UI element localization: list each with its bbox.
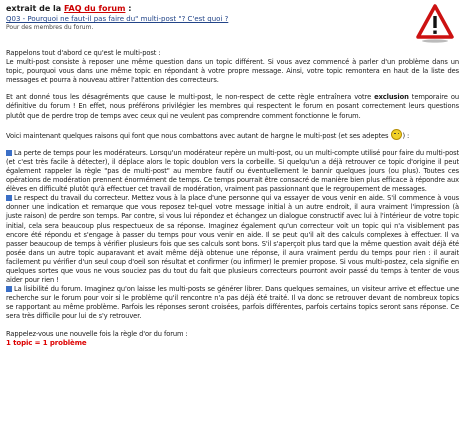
intro-heading: Rappelons tout d'abord ce qu'est le multi-post :: [6, 49, 161, 57]
extrait-suffix: :: [125, 4, 132, 13]
reason-text: La lisibilité du forum. Imaginez qu'on laisse les multi-posts se générer librer. Dans quelques semaines, un visiteur arrive et effectue une recherche sur le forum pour voir si le problème qu'il rencontre n'a pas déjà été traité. Il va donc se retrouver devant de nombreux topics se rapportant au même problème. Parfois les réponses seront croisées, parfois différentes, parfois certains topics seront sans réponse. Ce sera très difficile pour lui de s'y retrouver.: [6, 285, 459, 321]
bullet-square-icon: [6, 286, 12, 292]
reason-item: [6, 149, 459, 194]
question-title: [6, 15, 459, 23]
reasons-list: [6, 149, 459, 322]
header: [6, 4, 459, 44]
paragraph-reasons: [6, 129, 459, 141]
exclusion-bold: exclusion: [374, 93, 409, 102]
paragraph-exclusion-b: temporaire ou définitive du forum ! En effet, nous préférons privilégier les membres qui respectent le forum en posant correctement leurs questions plutôt que de perdre trop de temps avec ceux qui ne veulent pas comprendre comment fonctionne le forum.: [6, 93, 459, 120]
reason-item: [6, 194, 459, 285]
paragraph-exclusion-a: Et ant donné tous les désagréments que cause le multi-post, le non-respect de cette règle entraînera votre: [6, 93, 375, 102]
faq-link[interactable]: FAQ du forum: [63, 4, 126, 13]
paragraph-reasons-end: ) :: [402, 131, 410, 140]
extrait-prefix: extrait de la: [6, 4, 64, 13]
reason-text: Le respect du travail du correcteur. Mettez vous à la place d'une personne qui va essayer de vous venir en aide. S'il commence à vous donner une indication et remarque que vous reposez tel-quel votre message initial à un autre endroit, il aura vraiment l'impression (à juste raison) de perdre son temps. Par contre, si vous lui répondez et échangez un dialogue constructif avec lui à l'intérieur de votre topic initial, cela sera beaucoup plus respectueux de sa réponse. Imaginez également qu'un correcteur voit un topic qui n'a visiblement pas encore été répondu et s'engage à passer du temps pour vous venir en aide. Il se peut qu'il ait des calculs complexes à effectuer. Il va passer beaucoup de temps à vérifier plusieurs fois que ses calculs sont bons. S'il s'aperçoit plus tard que la même question avait déjà été posée dans un autre topic auparavant et avait même déjà obtenue une réponse, il aura vraiment perdu du temps pour rien : il aurait facilement pu vérifier d'un seul coup d'oeil son résultat et confirmer (ou infirmer) le premier propose. Si vous multi-postez, cela signifie en quelques sortes que vous ne vous souciez pas du tout du fait que plusieurs correcteurs pourront avoir passé du temps à tenter de vous aider pour rien !: [6, 194, 459, 285]
paragraph-reasons-text: Voici maintenant quelques raisons qui font que nous combattons avec autant de hargne le multi-post (et ses adeptes: [6, 131, 389, 140]
reason-text: La perte de temps pour les modérateurs. Lorsqu'un modérateur repère un multi-post, ou un multi-compte utilisé pour faire du multi-post (et c'est très facile à détecter), il déplace alors le topic doublon vers la corbeille. Si quelqu'un a déjà retrouver ce topic d'origine il peut également rappeler la règle "pas de multi-post" au membre fautif ou éventuellement le bannir quelques jours (ou plus). Toutes ces opérations de modération prennent énormément de temps. Ce temps pourrait être consacré de manière bien plus efficace à répondre aux élèves en difficulté plutôt qu'à effectuer cet travail de modération, vraiment pas passionnant que le regroupement de messages.: [6, 148, 459, 194]
paragraph-exclusion: [6, 93, 459, 120]
bullet-square-icon: [6, 150, 12, 156]
warning-triangle-icon: [416, 4, 454, 44]
closing: [6, 330, 459, 348]
closing-text: Rappelez-vous une nouvelle fois la règle d'or du forum :: [6, 329, 188, 338]
question-link[interactable]: Q03 - Pourquoi ne faut-il pas faire du" multi-post "? C'est quoi ?: [6, 15, 229, 23]
intro-definition: Le multi-post consiste à reposer une même question dans un topic différent. Si vous avez commencé à parler d'un problème dans un topic, pourquoi vous dans une même topic en répondant à votre propre message. Ainsi, votre topic remontera en haut de la liste des messages et pourra à nouveau attirer l'attention des correcteurs.: [6, 58, 459, 85]
extrait-line: [6, 4, 459, 13]
golden-rule: 1 topic = 1 problème: [6, 338, 87, 347]
smiley-icon: [391, 129, 402, 140]
reason-item: [6, 285, 459, 321]
article-body: [6, 49, 459, 348]
intro: [6, 49, 459, 85]
question-subtitle: Pour des membres du forum.: [6, 24, 94, 31]
bullet-square-icon: [6, 195, 12, 201]
